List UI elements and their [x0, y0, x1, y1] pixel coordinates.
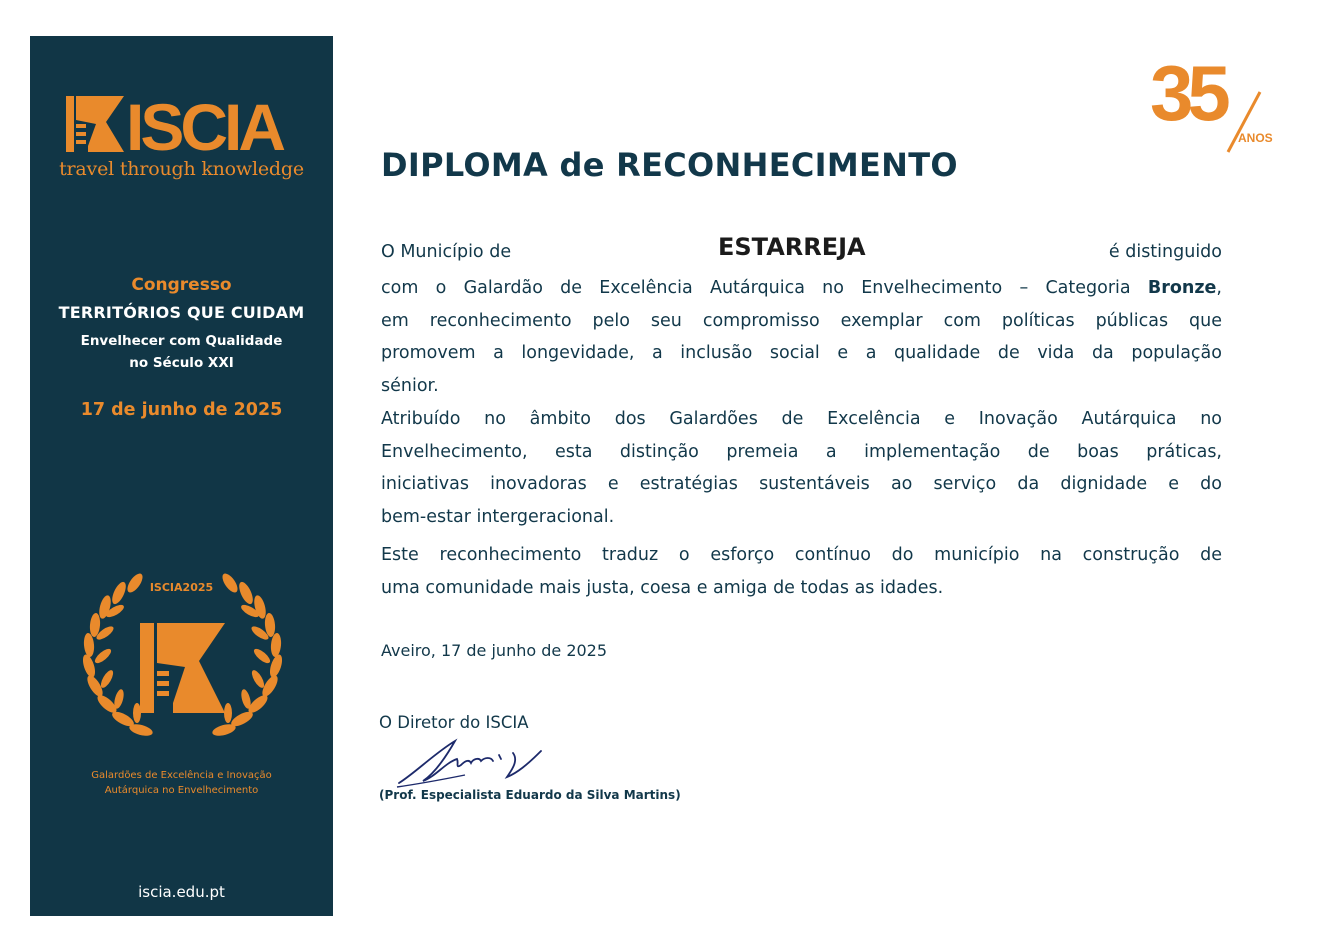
website-link[interactable]: iscia.edu.pt — [138, 883, 225, 901]
award-text: com o Galardão de Excelência Autárquica no Envelhecimento – Categoria — [381, 278, 1148, 298]
paragraph-closing-line-2: uma comunidade mais justa, coesa e amiga de todas as idades. — [381, 577, 944, 598]
event-subtitle — [30, 330, 333, 374]
paragraph-context — [381, 403, 1222, 533]
director-signature — [395, 733, 545, 789]
award-comma: , — [1216, 278, 1222, 298]
paragraph-context-line-2: Envelhecimento, esta distinção premeia a implementação de boas práticas, — [381, 441, 1222, 462]
paragraph-closing — [381, 539, 1222, 604]
award-label: ISCIA2025 — [149, 581, 214, 594]
event-subtitle-line-2: no Século XXI — [129, 355, 234, 371]
35-anos-badge — [1150, 58, 1290, 158]
logo-wordmark: ISCIA — [126, 94, 283, 154]
sidebar-panel — [30, 36, 333, 916]
award-caption-line-2: Autárquica no Envelhecimento — [104, 785, 259, 796]
award-caption-line-1: Galardões de Excelência e Inovação — [91, 770, 272, 781]
paragraph-context-line-3: iniciativas inovadoras e estratégias sustentáveis ao serviço da dignidade e do — [381, 474, 1222, 494]
paragraph-award-line-4: sénior. — [381, 375, 439, 396]
place-date: Aveiro, 17 de junho de 2025 — [381, 641, 608, 660]
award-category: Bronze — [1147, 278, 1217, 298]
paragraph-closing-line-1: Este reconhecimento traduz o esforço contínuo do município na construção de — [381, 545, 1222, 565]
event-title: TERRITÓRIOS QUE CUIDAM — [58, 303, 305, 322]
paragraph-award — [381, 272, 1222, 402]
congress-label: Congresso — [131, 275, 232, 295]
recipient-line — [381, 233, 1222, 274]
event-date: 17 de junho de 2025 — [80, 400, 283, 420]
tagline: travel through knowledge — [59, 158, 304, 180]
laurel-award-emblem — [75, 571, 290, 751]
iscia-logo — [66, 94, 292, 154]
municipality-name: ESTARREJA — [718, 233, 866, 261]
director-label: O Diretor do ISCIA — [379, 713, 529, 732]
paragraph-award-line-1 — [381, 272, 1222, 305]
paragraph-context-line-4: bem-estar intergeracional. — [381, 506, 615, 527]
director-name: (Prof. Especialista Eduardo da Silva Martins) — [379, 788, 681, 802]
recipient-prefix: O Município de — [381, 242, 512, 262]
event-subtitle-line-1: Envelhecer com Qualidade — [80, 333, 283, 349]
award-caption — [30, 768, 333, 798]
diploma-title: DIPLOMA de RECONHECIMENTO — [381, 146, 958, 184]
badge-suffix: ANOS — [1238, 131, 1273, 145]
paragraph-award-line-2: em reconhecimento pelo seu compromisso exemplar com políticas públicas que — [381, 310, 1222, 331]
badge-number: 35 — [1150, 58, 1225, 137]
paragraph-award-line-3: promovem a longevidade, a inclusão social e a qualidade de vida da população — [381, 343, 1222, 363]
recipient-suffix: é distinguido — [1108, 242, 1222, 262]
paragraph-context-line-1: Atribuído no âmbito dos Galardões de Excelência e Inovação Autárquica no — [381, 409, 1222, 429]
